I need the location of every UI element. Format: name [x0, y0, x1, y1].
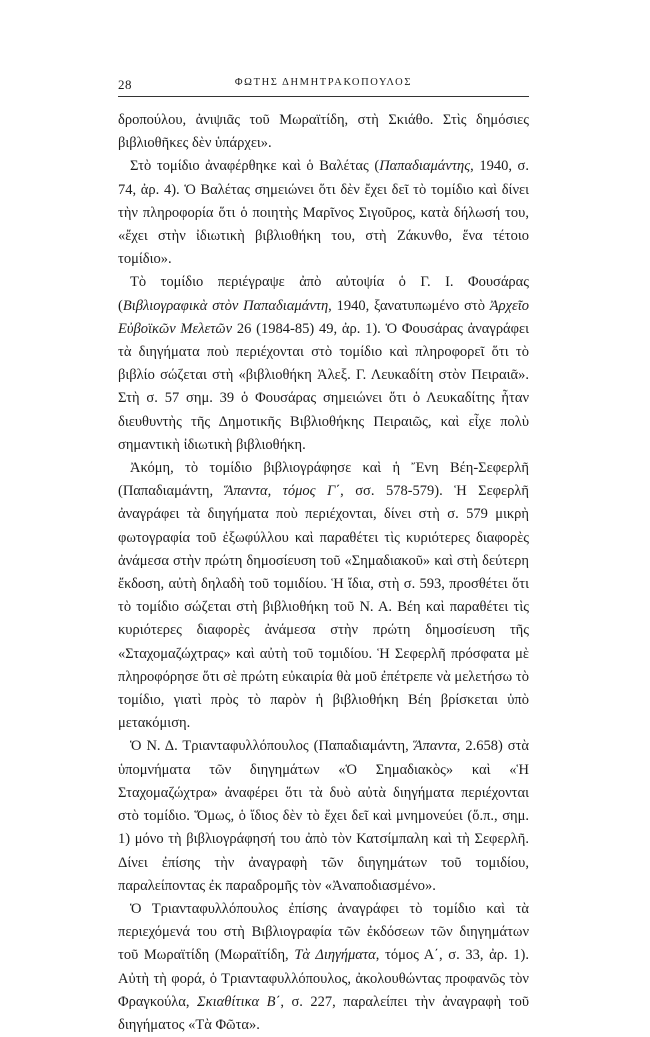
paragraph [118, 109, 529, 155]
text-segment: Ἀκόμη, τὸ τομίδιο βιβλιογράφησε καὶ ἡ Ἔνη Βέη-Σεφερλῆ (Παπαδιαμάντη, [118, 460, 529, 500]
header-rule [118, 96, 529, 97]
italic-citation: Ἅπαντα [413, 738, 457, 755]
italic-citation: Παπαδιαμάντης [379, 158, 471, 175]
italic-citation: Τὰ Διηγήματα [294, 947, 376, 964]
italic-citation: Ἅπαντα, τόμος Γ΄ [224, 483, 341, 500]
text-segment: , σ. 227, παραλείπει τὴν ἀναγραφὴ τοῦ διηγήματος «Τὰ Φῶτα». [118, 993, 530, 1033]
italic-citation: Σκιαθίτικα Β΄ [197, 993, 281, 1010]
text-segment: , 1940, σ. 74, ἀρ. 4). Ὁ Βαλέτας σημειώνει ὅτι δὲν ἔχει δεῖ τὸ τομίδιο καὶ δίνει τὴν πληροφορία ὅτι ὁ ποιητὴς Μαρῖνος Σιγοῦρος, κατὰ δήλωσή του, «ἔχει στὴν ἰδιωτικὴ βιβλιοθήκη του, στὴ Ζάκυνθο, ἕνα τέτοιο τομίδιο». [118, 158, 529, 268]
text-segment: Ὁ Ν. Δ. Τριανταφυλλόπουλος (Παπαδιαμάντη, [130, 738, 414, 755]
running-head [118, 77, 529, 97]
text-segment: δροπούλου, ἀνιψιᾶς τοῦ Μωραϊτίδη, στὴ Σκιάθο. Στὶς δημόσιες βιβλιοθῆκες δὲν ὑπάρχει». [118, 112, 529, 152]
paragraph [118, 735, 529, 897]
paragraph [118, 457, 529, 735]
text-segment: , 1940, ξανατυπωμένο στὸ [328, 297, 490, 314]
text-segment: Στὸ τομίδιο ἀναφέρθηκε καὶ ὁ Βαλέτας ( [130, 158, 380, 175]
text-segment: , 2.658) στὰ ὑπομνήματα τῶν διηγημάτων «Ὁ Σημαδιακὸς» καὶ «Ἡ Σταχομαζώχτρα» ἀναφέρει ὅτι τὰ δυὸ αὐτὰ διηγήματα περιέχονται στὸ τομίδιο. Ὅμως, ὁ ἴδιος δὲν τὸ ἔχει δεῖ καὶ μνημονεύει (ὅ.π., σημ. 1) μόνο τὴ βιβλιογράφησή του ἀπὸ τὸν Κατσίμπαλη καὶ τὴ Σεφερλῆ. Δίνει ἐπίσης τὴν ἀναγραφὴ τῶν διηγημάτων τοῦ τομιδίου, παραλείποντας ἐκ παραδρομῆς τὸν «Ἀναποδιασμένο». [118, 738, 529, 894]
text-segment: , σσ. 578-579). Ἡ Σεφερλῆ ἀναγράφει τὰ διηγήματα ποὺ περιέχονται, δίνει στὴ σ. 579 μικρὴ φωτογραφία τοῦ ἐξωφύλλου καὶ παραθέτει τὶς κυριότερες διαφορὲς ἀνάμεσα στὴν πρώτη δημοσίευση τοῦ «Σημαδιακοῦ» καὶ στὴ δεύτερη ἔκδοση, αὐτὴ δηλαδὴ τοῦ τομιδίου. Ἡ ἴδια, στὴ σ. 593, προσθέτει ὅτι τὸ τομίδιο σώζεται στὴ βιβλιοθήκη τοῦ Ν. Α. Βέη καὶ παραθέτει τὶς κυριότερες διαφορὲς ἀνάμεσα στὴν πρώτη δημοσίευση τῆς «Σταχομαζώχτρας» καὶ αὐτὴ τοῦ τομιδίου. Ἡ Σεφερλῆ πρόσφατα μὲ πληροφόρησε ὅτι σὲ πρώτη εὐκαιρία θὰ μοῦ ἐπέτρεπε νὰ μελετήσω τὸ τομίδιο, γιατὶ πρὸς τὸ παρὸν ἡ βιβλιοθήκη Βέη βρίσκεται ὑπὸ μετακόμιση. [118, 483, 529, 732]
text-segment: Τὸ τομίδιο περιέγραψε ἀπὸ αὐτοψία ὁ Γ. Ι. Φουσάρας ( [118, 274, 529, 314]
italic-citation: Ἀρχεῖο Εὐβοϊκῶν Μελετῶν [118, 297, 529, 337]
paragraph [118, 155, 529, 271]
text-segment: 26 (1984-85) 49, ἀρ. 1). Ὁ Φουσάρας ἀναγράφει τὰ διηγήματα ποὺ περιέχονται στὸ τομίδιο καὶ πληροφορεῖ ὅτι τὸ βιβλίο σώζεται στὴ «βιβλιοθήκη Ἀλεξ. Γ. Λευκαδίτη στὸν Πειραιᾶ». Στὴ σ. 57 σημ. 39 ὁ Φουσάρας σημειώνει ὅτι ὁ Λευκαδίτης ἦταν διευθυντὴς τῆς Δημοτικῆς Βιβλιοθήκης Πειραιῶς, καὶ εἶχε πολὺ σημαντικὴ ἰδιωτικὴ βιβλιοθήκη. [118, 320, 530, 453]
italic-citation: Βιβλιογραφικὰ στὸν Παπαδιαμάντη [122, 297, 329, 314]
paragraph [118, 271, 529, 457]
text-segment: Ὁ Τριανταφυλλόπουλος ἐπίσης ἀναγράφει τὸ τομίδιο καὶ τὰ περιεχόμενά του στὴ Βιβλιογραφία τῶν ἐκδόσεων τῶν διηγημάτων τοῦ Μωραϊτίδη (Μωραϊτίδη, [118, 900, 529, 964]
author-running-title: ΦΩΤΗΣ ΔΗΜΗΤΡΑΚΟΠΟΥΛΟΣ [234, 77, 413, 88]
text-segment: , τόμος Α΄, σ. 33, ἀρ. 1). Αὐτὴ τὴ φορά, ὁ Τριανταφυλλόπουλος, ἀκολουθώντας προφανῶς τὸν Φραγκούλα, [118, 947, 529, 1010]
body-text [118, 109, 529, 1037]
paragraph [118, 898, 529, 1037]
page-number: 28 [118, 77, 132, 92]
